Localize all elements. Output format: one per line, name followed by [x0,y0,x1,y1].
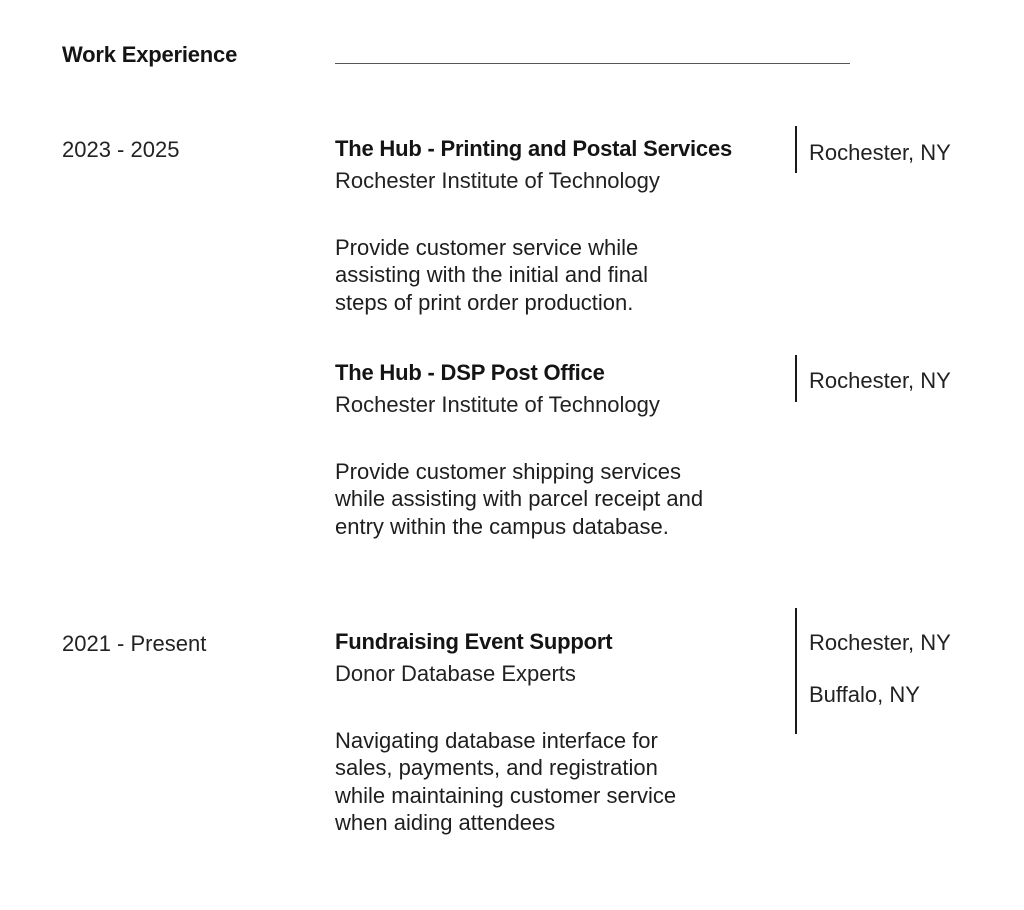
job-organization: Donor Database Experts [335,661,576,686]
location-divider [795,355,797,402]
job-description-line: Navigating database interface for [335,728,658,753]
job-description [335,727,676,837]
job-organization: Rochester Institute of Technology [335,168,660,193]
job-description-line: steps of print order production. [335,289,634,315]
job-description-line: Provide customer service while [335,235,639,260]
job-description [335,458,703,540]
job-location: Rochester, NY [809,140,951,165]
section-divider [335,63,850,64]
job-description-line: while maintaining customer service [335,782,677,808]
entry-period: 2021 - Present [62,631,207,656]
location-divider [795,126,797,173]
section-title: Work Experience [62,42,238,67]
entry-period: 2023 - 2025 [62,137,180,162]
job-description-line: entry within the campus database. [335,513,669,539]
job-location: Buffalo, NY [809,682,920,707]
job-title: The Hub - DSP Post Office [335,360,605,385]
job-organization: Rochester Institute of Technology [335,392,660,417]
job-title: Fundraising Event Support [335,629,613,654]
job-location: Rochester, NY [809,368,951,393]
job-title: The Hub - Printing and Postal Services [335,136,733,161]
job-description-line: assisting with the initial and final [335,262,649,288]
job-description-line: sales, payments, and registration [335,755,658,781]
job-description-line: while assisting with parcel receipt and [335,486,704,512]
job-description-line: when aiding attendees [335,810,556,836]
job-location: Rochester, NY [809,630,951,655]
job-description [335,234,648,316]
location-divider [795,608,797,734]
job-description-line: Provide customer shipping services [335,459,682,484]
